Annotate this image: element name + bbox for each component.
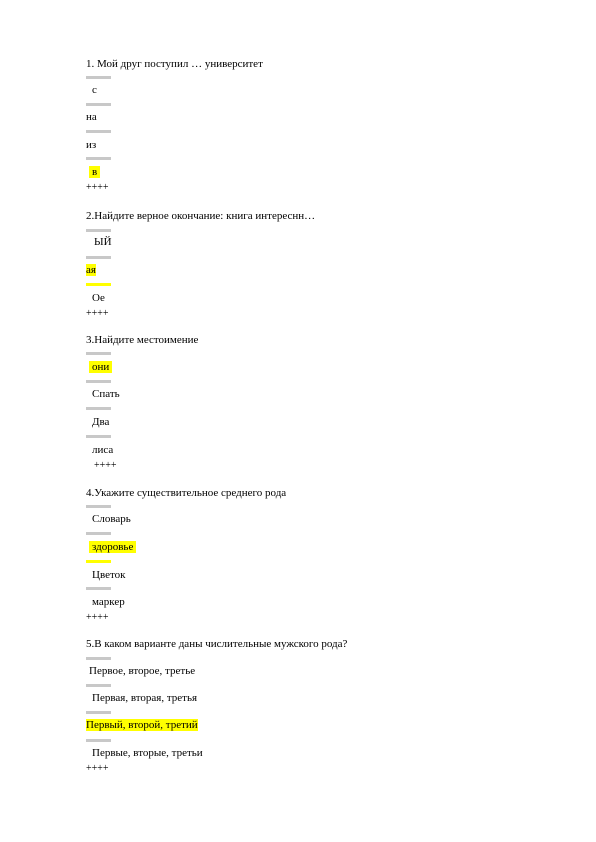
q3-option-1-correct: они (89, 361, 112, 373)
q4-option-1: Словарь (92, 513, 131, 525)
q4-end-marker: ++++ (86, 612, 109, 623)
q2-option-1: ЫЙ (94, 236, 112, 248)
question-5-text: 5.В каком варианте даны числительные мужского рода? (86, 638, 348, 650)
q3-option-4: лиса (92, 444, 114, 456)
question-3-text: 3.Найдите местоимение (86, 334, 199, 346)
separator (86, 505, 111, 508)
separator (86, 352, 111, 355)
separator (86, 711, 111, 714)
q4-option-3: Цветок (92, 569, 126, 581)
separator (86, 103, 111, 106)
separator (86, 587, 111, 590)
question-2-text: 2.Найдите верное окончание: книга интереснн… (86, 210, 316, 222)
question-1-text: 1. Мой друг поступил … университет (86, 58, 263, 70)
separator (86, 229, 111, 232)
q2-option-3: Ое (92, 292, 105, 304)
separator (86, 532, 111, 535)
separator (86, 157, 111, 160)
separator (86, 380, 111, 383)
q1-end-marker: ++++ (86, 182, 109, 193)
q3-option-3: Два (92, 416, 110, 428)
separator (86, 657, 111, 660)
q4-option-4: маркер (92, 596, 125, 608)
q5-option-3-correct: Первый, второй, третий (86, 719, 198, 731)
separator (86, 256, 111, 259)
separator (86, 130, 111, 133)
q3-end-marker: ++++ (94, 460, 117, 471)
separator (86, 739, 111, 742)
q5-option-1: Первое, второе, третье (89, 665, 196, 677)
separator (86, 76, 111, 79)
q4-option-2-correct: здоровье (89, 541, 136, 553)
q1-option-3: из (86, 139, 97, 151)
q2-option-2-correct: ая (86, 264, 96, 276)
separator (86, 435, 111, 438)
q1-option-2: на (86, 111, 97, 123)
separator (86, 407, 111, 410)
q1-option-1: с (92, 84, 97, 96)
separator-highlighted (86, 283, 111, 286)
q2-end-marker: ++++ (86, 308, 109, 319)
q5-option-2: Первая, вторая, третья (92, 692, 198, 704)
separator (86, 684, 111, 687)
q5-option-4: Первые, вторые, третьи (92, 747, 203, 759)
q3-option-2: Спать (92, 388, 120, 400)
q1-option-4-correct: в (89, 166, 100, 178)
separator-highlighted (86, 560, 111, 563)
question-4-text: 4.Укажите существительное среднего рода (86, 487, 287, 499)
q5-end-marker: ++++ (86, 763, 109, 774)
